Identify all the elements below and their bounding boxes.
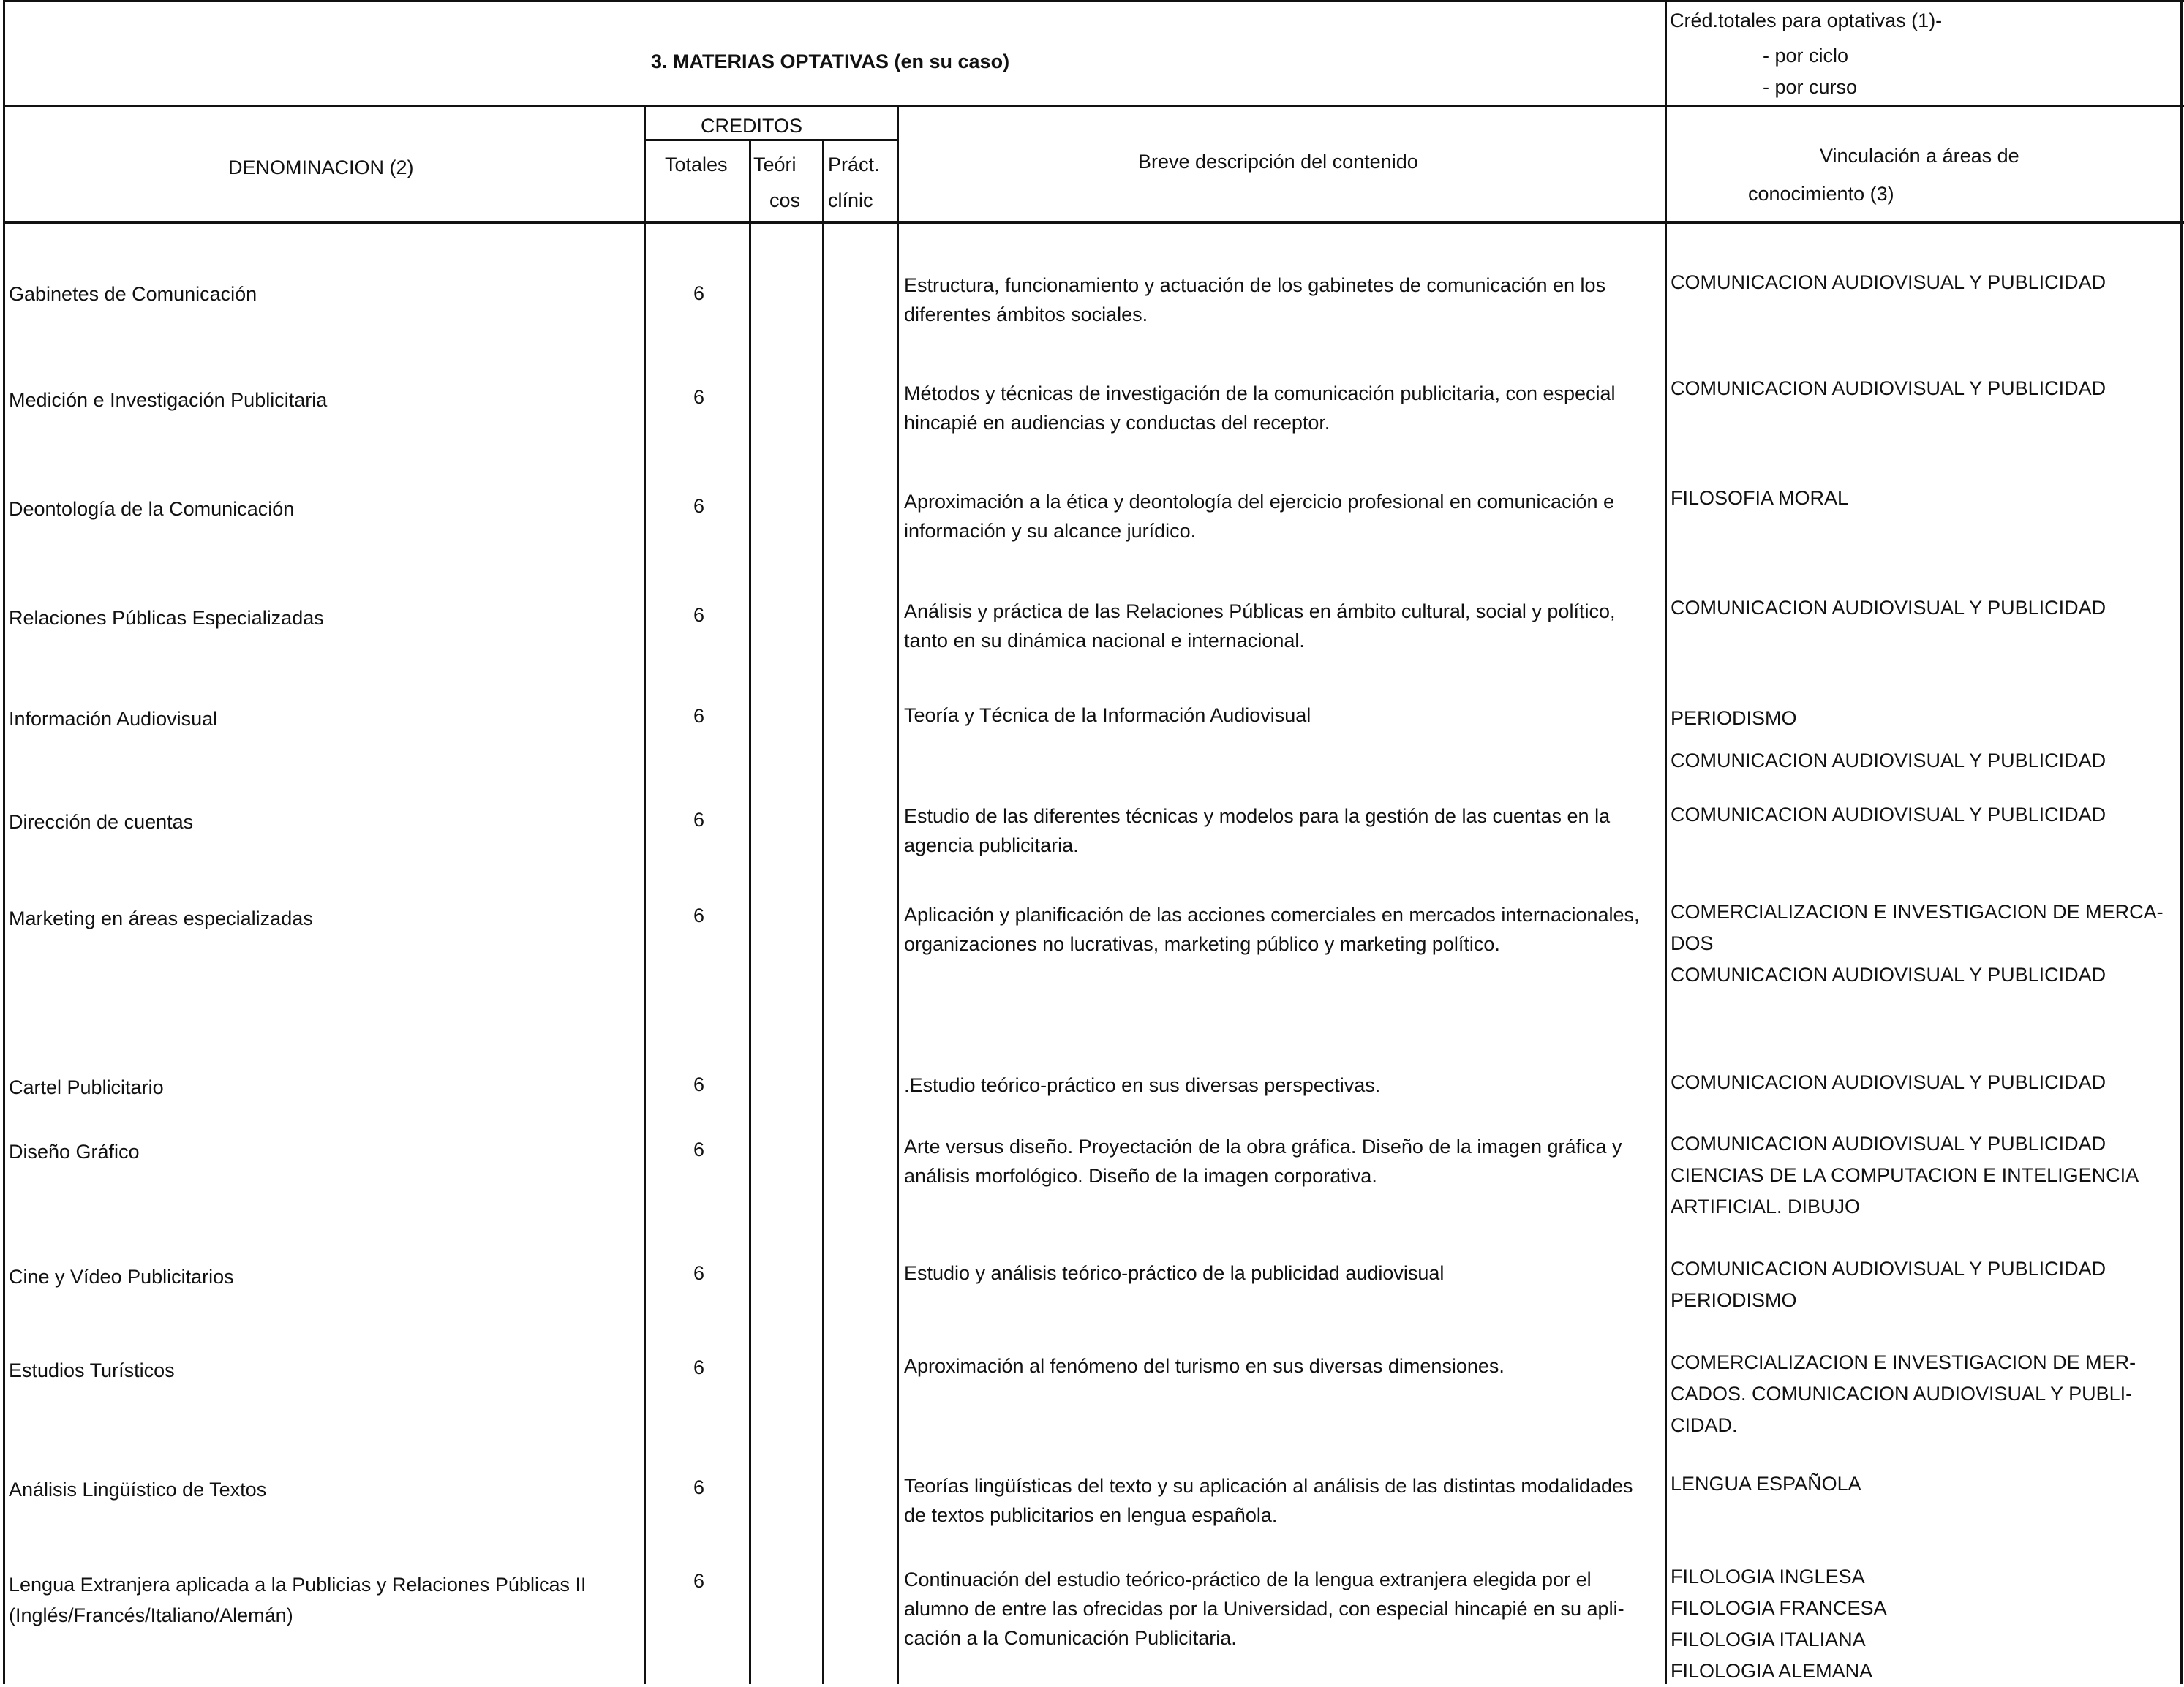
row-area-line: CIENCIAS DE LA COMPUTACION E INTELIGENCIA [1671, 1164, 2139, 1186]
row-descripcion-line: información y su alcance jurídico. [904, 520, 1197, 542]
row-denominacion [9, 605, 324, 630]
header-divider [3, 105, 2184, 107]
row-denominacion-line: Diseño Gráfico [9, 1141, 140, 1163]
row-denominacion [9, 1264, 234, 1289]
row-areas [1671, 483, 1848, 514]
row-area-line: COMUNICACION AUDIOVISUAL Y PUBLICIDAD [1671, 271, 2106, 293]
row-descripcion [904, 597, 1615, 655]
row-totales: 6 [693, 282, 705, 304]
col-divider-practicos [897, 106, 899, 1684]
row-denominacion [9, 282, 257, 306]
header-descripcion: Breve descripción del contenido [1138, 151, 1418, 173]
row-denominacion [9, 1139, 140, 1164]
row-areas [1671, 1468, 1861, 1500]
row-areas [1671, 1067, 2106, 1098]
row-descripcion [904, 271, 1605, 329]
col-divider-teoricos [822, 139, 824, 1684]
row-area-line: CIDAD. [1671, 1414, 1738, 1436]
row-descripcion [904, 900, 1640, 959]
row-descripcion-line: Aproximación a la ética y deontología del ejercicio profesional en comunicación e [904, 491, 1615, 513]
header-teoricos-2: cos [769, 189, 801, 211]
row-areas [1671, 1347, 2136, 1441]
row-descripcion-line: Aproximación al fenómeno del turismo en sus diversas dimensiones. [904, 1355, 1505, 1377]
row-descripcion-line: diferentes ámbitos sociales. [904, 303, 1148, 325]
row-descripcion-line: Continuación del estudio teórico-práctico de la lengua extranjera elegida por el [904, 1569, 1592, 1590]
row-denominacion-line: (Inglés/Francés/Italiano/Alemán) [9, 1604, 293, 1626]
col-divider-totales [749, 139, 751, 1684]
row-descripcion-line: tanto en su dinámica nacional e internacional. [904, 630, 1305, 652]
row-totales: 6 [693, 705, 705, 727]
row-areas [1671, 799, 2106, 831]
row-descripcion [904, 1258, 1444, 1288]
row-denominacion [9, 1477, 266, 1502]
row-denominacion-line: Cartel Publicitario [9, 1076, 164, 1098]
column-header-divider [3, 221, 2184, 224]
right-border [2180, 0, 2183, 1684]
row-descripcion-line: Estudio y análisis teórico-práctico de la publicidad audiovisual [904, 1262, 1445, 1284]
row-area-line: COMERCIALIZACION E INVESTIGACION DE MERCA- [1671, 901, 2164, 923]
row-denominacion-line: Información Audiovisual [9, 708, 218, 730]
row-denominacion-line: Análisis Lingüístico de Textos [9, 1479, 267, 1501]
row-descripcion-line: de textos publicitarios en lengua española. [904, 1504, 1278, 1526]
row-area-line: PERIODISMO [1671, 1289, 1797, 1311]
row-descripcion [904, 487, 1614, 546]
row-descripcion-line: Teoría y Técnica de la Información Audiovisual [904, 704, 1311, 726]
row-descripcion-line: análisis morfológico. Diseño de la imagen corporativa. [904, 1165, 1377, 1187]
row-denominacion-line: Cine y Vídeo Publicitarios [9, 1266, 234, 1288]
row-denominacion [9, 906, 313, 931]
header-vinculacion-2: conocimiento (3) [1748, 183, 1894, 205]
header-totales: Totales [665, 154, 728, 176]
row-descripcion-line: Aplicación y planificación de las acciones comerciales en mercados internacionales, [904, 904, 1640, 926]
per-course-label: - por curso [1763, 76, 1858, 98]
row-descripcion [904, 1565, 1624, 1653]
row-area-line: COMUNICACION AUDIOVISUAL Y PUBLICIDAD [1671, 377, 2106, 399]
row-totales: 6 [693, 1570, 705, 1592]
row-descripcion-line: Estudio de las diferentes técnicas y modelos para la gestión de las cuentas en la [904, 805, 1611, 827]
row-denominacion [9, 706, 217, 731]
row-area-line: COMERCIALIZACION E INVESTIGACION DE MER- [1671, 1351, 2136, 1373]
row-denominacion-line: Relaciones Públicas Especializadas [9, 607, 324, 629]
row-area-line: PERIODISMO [1671, 707, 1797, 729]
row-area-line: COMUNICACION AUDIOVISUAL Y PUBLICIDAD [1671, 1258, 2106, 1280]
row-denominacion-line: Marketing en áreas especializadas [9, 907, 313, 929]
row-descripcion-line: alumno de entre las ofrecidas por la Universidad, con especial hincapié en su apli- [904, 1598, 1624, 1620]
top-border [3, 0, 2184, 2]
row-denominacion [9, 497, 294, 521]
col-divider-areas [1665, 0, 1667, 1684]
row-denominacion-line: Estudios Turísticos [9, 1359, 175, 1381]
row-area-line: ARTIFICIAL. DIBUJO [1671, 1196, 1861, 1218]
row-totales: 6 [693, 1073, 705, 1095]
row-descripcion-line: Arte versus diseño. Proyectación de la obra gráfica. Diseño de la imagen gráfica y [904, 1136, 1622, 1158]
row-descripcion [904, 1471, 1633, 1530]
header-creditos: CREDITOS [701, 115, 803, 137]
row-areas [1671, 897, 2164, 991]
credits-total-label: Créd.totales para optativas (1)- [1670, 10, 1943, 31]
row-area-line: DOS [1671, 932, 1714, 954]
row-totales: 6 [693, 1356, 705, 1378]
row-descripcion-line: Teorías lingüísticas del texto y su aplicación al análisis de las distintas modalidades [904, 1475, 1633, 1497]
row-denominacion [9, 388, 327, 412]
header-teoricos-1: Teóri [753, 154, 797, 176]
row-area-line: LENGUA ESPAÑOLA [1671, 1473, 1861, 1495]
row-area-line: FILOLOGIA INGLESA [1671, 1566, 1865, 1588]
row-descripcion [904, 379, 1616, 437]
row-area-line: CADOS. COMUNICACION AUDIOVISUAL Y PUBLI- [1671, 1383, 2133, 1405]
row-areas [1671, 1253, 2106, 1316]
row-area-line: COMUNICACION AUDIOVISUAL Y PUBLICIDAD [1671, 597, 2106, 619]
row-totales: 6 [693, 809, 705, 831]
left-border [3, 0, 5, 1684]
row-totales: 6 [693, 1262, 705, 1284]
row-totales: 6 [693, 905, 705, 926]
col-divider-name [644, 106, 646, 1684]
row-areas [1671, 267, 2106, 298]
credits-divider [644, 139, 898, 141]
row-descripcion-line: Estructura, funcionamiento y actuación de los gabinetes de comunicación en los [904, 274, 1606, 296]
row-descripcion-line: agencia publicitaria. [904, 834, 1079, 856]
row-descripcion [904, 1351, 1505, 1381]
row-area-line: FILOLOGIA ITALIANA [1671, 1628, 1866, 1650]
row-denominacion [9, 1358, 175, 1383]
row-descripcion [904, 1071, 1380, 1100]
row-area-line: FILOLOGIA ALEMANA [1671, 1660, 1873, 1682]
row-areas [1671, 1128, 2139, 1223]
row-denominacion [9, 1075, 164, 1100]
row-area-line: FILOLOGIA FRANCESA [1671, 1597, 1887, 1619]
row-descripcion-line: hincapié en audiencias y conductas del receptor. [904, 412, 1330, 434]
row-area-line: COMUNICACION AUDIOVISUAL Y PUBLICIDAD [1671, 1133, 2106, 1155]
row-totales: 6 [693, 1476, 705, 1498]
row-area-line: COMUNICACION AUDIOVISUAL Y PUBLICIDAD [1671, 1071, 2106, 1093]
header-vinculacion-1: Vinculación a áreas de [1820, 145, 2019, 167]
row-descripcion [904, 801, 1610, 860]
row-area-line: FILOSOFIA MORAL [1671, 487, 1849, 509]
row-totales: 6 [693, 386, 705, 408]
row-denominacion-line: Medición e Investigación Publicitaria [9, 389, 328, 411]
header-practicos-1: Práct. [828, 154, 880, 176]
row-areas [1671, 1561, 1887, 1687]
row-denominacion-line: Lengua Extranjera aplicada a la Publicias y Relaciones Públicas II [9, 1574, 587, 1596]
row-descripcion-line: cación a la Comunicación Publicitaria. [904, 1627, 1237, 1649]
row-totales: 6 [693, 604, 705, 626]
row-areas [1671, 697, 2106, 782]
header-denominacion: DENOMINACION (2) [228, 156, 414, 178]
row-descripcion-line: Análisis y práctica de las Relaciones Públicas en ámbito cultural, social y político, [904, 600, 1616, 622]
row-descripcion-line: organizaciones no lucrativas, marketing público y marketing político. [904, 933, 1500, 955]
row-areas [1671, 373, 2106, 404]
row-descripcion-line: Métodos y técnicas de investigación de la comunicación publicitaria, con especial [904, 382, 1616, 404]
row-area-line: COMUNICACION AUDIOVISUAL Y PUBLICIDAD [1671, 804, 2106, 826]
row-denominacion-line: Dirección de cuentas [9, 811, 194, 833]
row-descripcion-line: .Estudio teórico-práctico en sus diversas perspectivas. [904, 1074, 1381, 1096]
row-area-line: COMUNICACION AUDIOVISUAL Y PUBLICIDAD [1671, 964, 2106, 986]
row-denominacion [9, 809, 193, 834]
row-denominacion [9, 1569, 586, 1631]
row-totales: 6 [693, 1139, 705, 1160]
row-area-line: COMUNICACION AUDIOVISUAL Y PUBLICIDAD [1671, 750, 2106, 771]
row-totales: 6 [693, 495, 705, 517]
row-areas [1671, 592, 2106, 624]
row-descripcion [904, 1132, 1622, 1190]
header-practicos-2: clínic [828, 189, 873, 211]
per-cycle-label: - por ciclo [1763, 45, 1849, 67]
section-title: 3. MATERIAS OPTATIVAS (en su caso) [651, 50, 1010, 72]
row-denominacion-line: Deontología de la Comunicación [9, 498, 295, 520]
row-descripcion [904, 701, 1311, 730]
row-denominacion-line: Gabinetes de Comunicación [9, 283, 257, 305]
